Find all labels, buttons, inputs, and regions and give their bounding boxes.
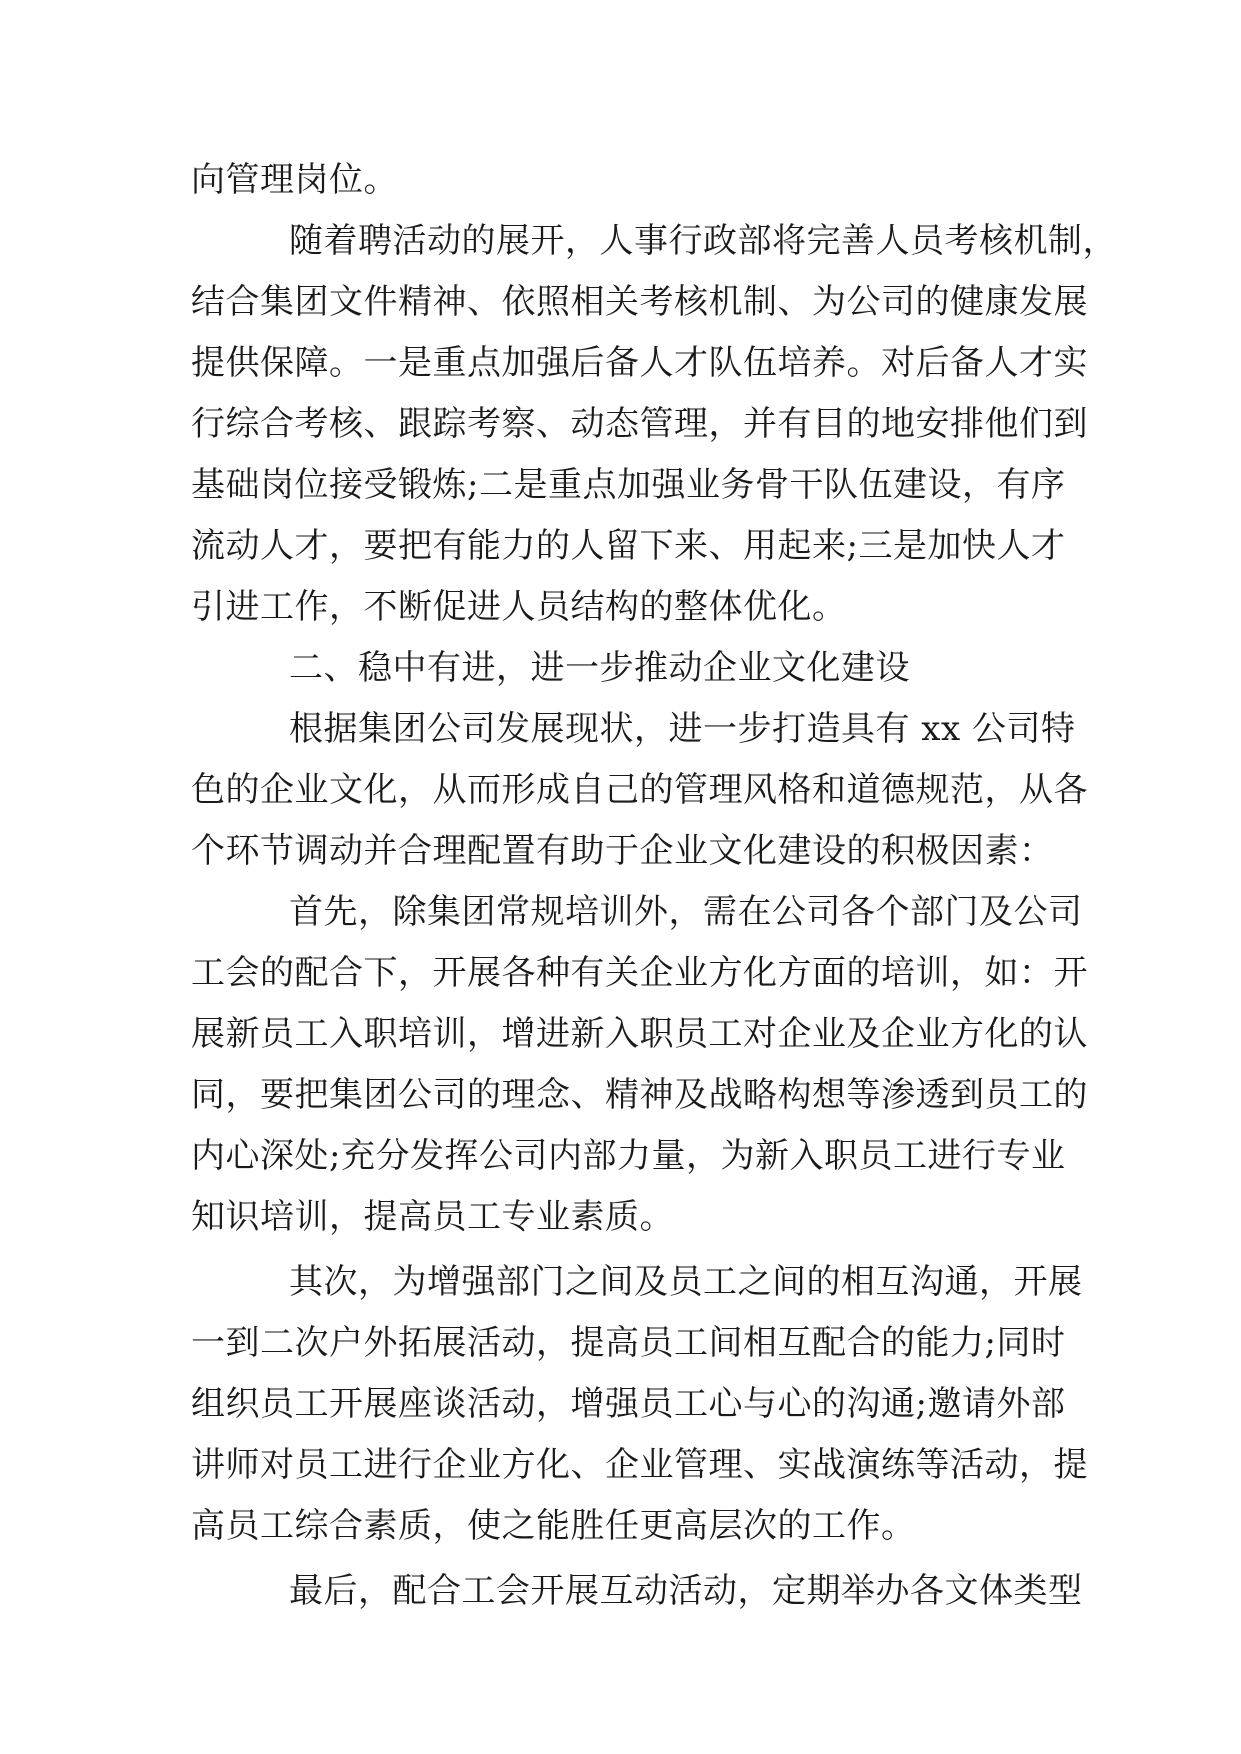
text-line: 随着聘活动的展开，人事行政部将完善人员考核机制， bbox=[289, 221, 1117, 261]
section-heading-text: 二、稳中有进，进一步推动企业文化建设 bbox=[289, 648, 910, 688]
text-line: 其次，为增强部门之间及员工之间的相互沟通，开展 bbox=[289, 1262, 1083, 1302]
paragraph-7 bbox=[191, 1561, 1083, 1622]
paragraph-1 bbox=[191, 150, 1051, 211]
text-line: 色的企业文化，从而形成自己的管理风格和道德规范，从各 bbox=[191, 770, 1088, 810]
text-line: 个环节调动并合理配置有助于企业文化建设的积极因素： bbox=[191, 831, 1054, 871]
text-line: 提供保障。一是重点加强后备人才队伍培养。对后备人才实 bbox=[191, 343, 1088, 383]
section-heading bbox=[191, 638, 1051, 699]
text-line: 首先，除集团常规培训外，需在公司各个部门及公司 bbox=[289, 892, 1083, 932]
paragraph-2 bbox=[191, 211, 1117, 638]
text-line: 内心深处;充分发挥公司内部力量，为新入职员工进行专业 bbox=[191, 1136, 1066, 1176]
text-line: 高员工综合素质，使之能胜任更高层次的工作。 bbox=[191, 1506, 916, 1546]
text-line: 流动人才，要把有能力的人留下来、用起来;三是加快人才 bbox=[191, 526, 1066, 566]
text-line: 基础岗位接受锻炼;二是重点加强业务骨干队伍建设，有序 bbox=[191, 465, 1066, 505]
paragraph-5 bbox=[191, 882, 1088, 1248]
text-line: 一到二次户外拓展活动，提高员工间相互配合的能力;同时 bbox=[191, 1323, 1066, 1363]
text-line: 展新员工入职培训，增进新入职员工对企业及企业方化的认 bbox=[191, 1014, 1088, 1054]
text-line: 结合集团文件精神、依照相关考核机制、为公司的健康发展 bbox=[191, 282, 1088, 322]
text-line: 知识培训，提高员工专业素质。 bbox=[191, 1197, 674, 1237]
text-line: 讲师对员工进行企业方化、企业管理、实战演练等活动，提 bbox=[191, 1445, 1088, 1485]
text-line: 行综合考核、跟踪考察、动态管理，并有目的地安排他们到 bbox=[191, 404, 1088, 444]
text-line: 向管理岗位。 bbox=[191, 160, 398, 200]
paragraph-6 bbox=[191, 1252, 1088, 1557]
paragraph-4 bbox=[191, 699, 1088, 882]
document-page bbox=[191, 150, 1117, 1622]
text-line: 根据集团公司发展现状，进一步打造具有 xx 公司特 bbox=[289, 709, 1076, 749]
text-line: 引进工作，不断促进人员结构的整体优化。 bbox=[191, 587, 847, 627]
text-line: 同，要把集团公司的理念、精神及战略构想等渗透到员工的 bbox=[191, 1075, 1088, 1115]
text-line: 组织员工开展座谈活动，增强员工心与心的沟通;邀请外部 bbox=[191, 1384, 1066, 1424]
text-line: 最后，配合工会开展互动活动，定期举办各文体类型 bbox=[289, 1571, 1083, 1611]
text-line: 工会的配合下，开展各种有关企业方化方面的培训，如：开 bbox=[191, 953, 1088, 993]
